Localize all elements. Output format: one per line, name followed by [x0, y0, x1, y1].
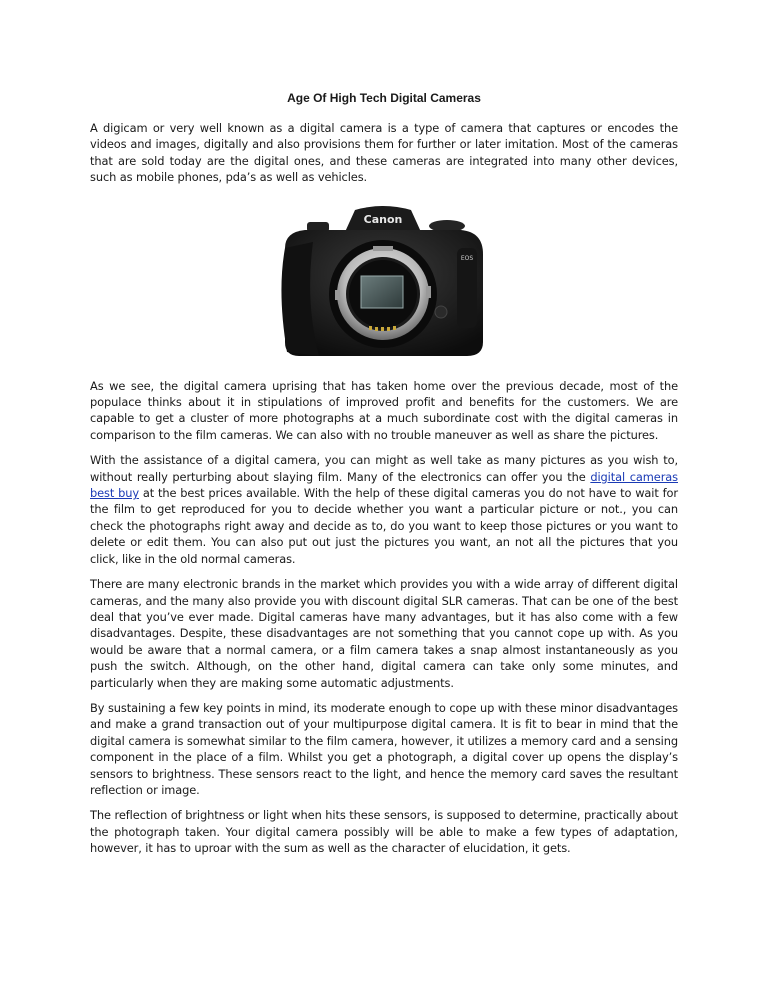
camera-photo	[277, 202, 489, 360]
digital-cameras-best-buy-link[interactable]: digital cameras best buy	[90, 469, 678, 501]
paragraph-assistance-text-before: With the assistance of a digital camera, you can might as well take as many pictures as you wish to, without really perturbing about slaying film. Many of the electronics can offer you the	[90, 453, 678, 484]
paragraph-key-points: By sustaining a few key points in mind, its moderate enough to cope up with these minor disadvantages and make a grand transaction out of your multipurpose digital camera. It is fit to bear in mind that the digital camera is somewhat similar to the film camera, however, it utilizes a memory card and a sensing component in the place of a film. Whilst you get a photograph, a digital cover up opens the display’s sensors to brightness. These sensors react to the light, and hence the memory card saves the resultant reflection or image.	[90, 700, 678, 797]
paragraph-assistance	[90, 452, 678, 567]
paragraph-assistance-text-after: at the best prices available. With the help of these digital cameras you do not have to wait for the film to get reproduced for you to decide whether you want a particular picture or not., you can check the photographs right away and decide as to, do you want to keep those pictures or you want to delete or edit them. You can also put out just the pictures you want, an not all the pictures that you click, like in the old normal cameras.	[90, 486, 678, 566]
paragraph-brands: There are many electronic brands in the market which provides you with a wide array of different digital cameras, and the many also provide you with discount digital SLR cameras. That can be one of the best deal that you’ve ever made. Digital cameras have many advantages, but it has also come with a few disadvantages. Despite, these disadvantages are not something that you cannot cope up with. As you would be aware that a normal camera, or a film camera takes a snap almost instantaneously as you push the switch. Although, on the other hand, digital camera can take only some minutes, and particularly when they are making some automatic adjustments.	[90, 577, 678, 690]
camera-brand-label: Canon	[363, 212, 403, 226]
document-title: Age Of High Tech Digital Cameras	[287, 91, 481, 105]
document-page	[90, 90, 678, 866]
camera-photo-icon	[277, 202, 489, 360]
paragraph-intro: A digicam or very well known as a digital camera is a type of camera that captures or encodes the videos and images, digitally and also provisions them for further or later imitation. Most of the cameras that are sold today are the digital ones, and these cameras are integrated into many other devices, such as mobile phones, pda’s as well as vehicles.	[90, 121, 678, 185]
camera-model-label: EOS	[460, 254, 474, 262]
paragraph-uprising: As we see, the digital camera uprising that has taken home over the previous decade, most of the populace thinks about it in stipulations of improved profit and benefits for the customers. We are capable to get a cluster of more photographs at a much subordinate cost with the digital cameras in comparison to the film cameras. We can also with no trouble maneuver as well as share the pictures.	[90, 378, 678, 442]
paragraph-reflection: The reflection of brightness or light when hits these sensors, is supposed to determine, practically about the photograph taken. Your digital camera possibly will be able to make a few types of adaptation, however, it has to uproar with the sum as well as the character of elucidation, it gets.	[90, 808, 678, 856]
